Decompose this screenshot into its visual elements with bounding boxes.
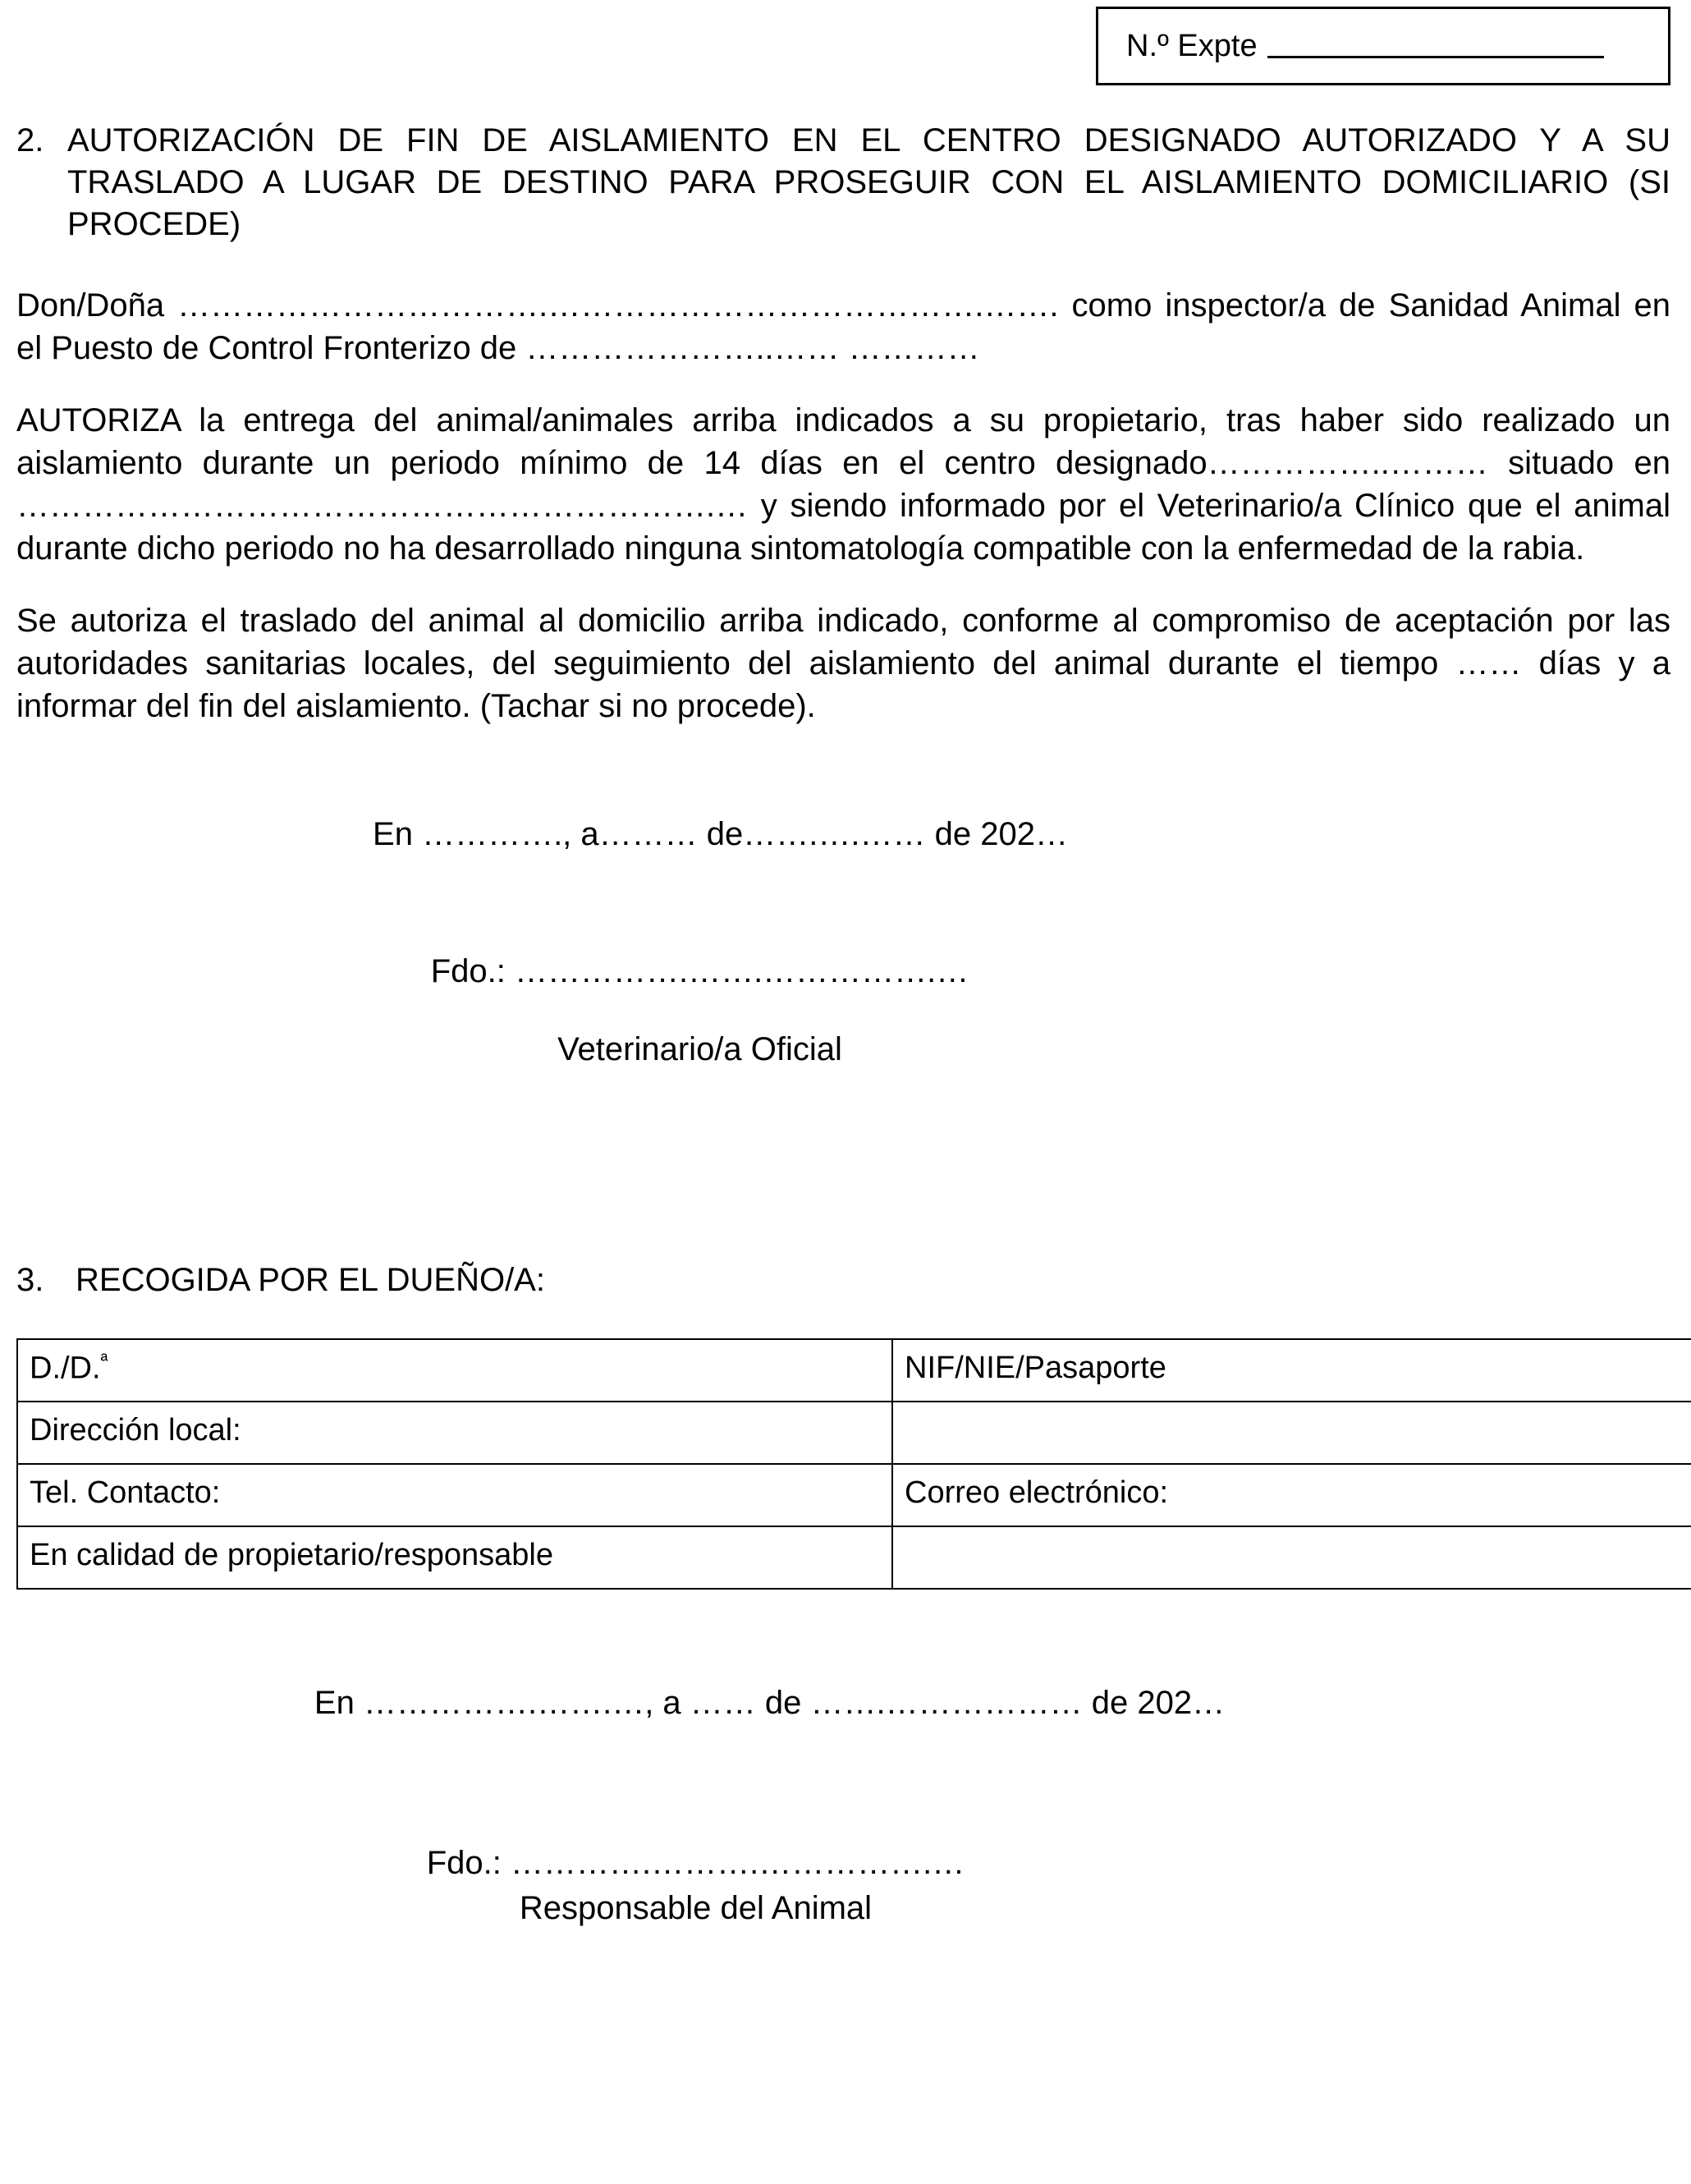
- table-row: [17, 1526, 1691, 1589]
- section-3-place-date: En …………….…….…, a …… de …….……………… de 202…: [314, 1684, 1226, 1721]
- expediente-box: [1096, 7, 1670, 85]
- section-2-signature-role: Veterinario/a Oficial: [557, 1030, 842, 1067]
- section-2-paragraph-3: Se autoriza el traslado del animal al domicilio arriba indicado, conforme al compromiso de aceptación por las autoridades sanitarias locales, del seguimiento del aislamiento del animal durante el tiempo …… días y a informar del fin del aislamiento. (Tachar si no procede).: [16, 602, 1670, 724]
- section-2-paragraph-1: Don/Doña …………………………….………………………………….……. como inspector/a de Sanidad Animal en el Puesto de Control Fronterizo de …………………..…… …………: [16, 287, 1670, 366]
- section-3-signature-role: Responsable del Animal: [519, 1889, 873, 1926]
- owner-address-value[interactable]: [892, 1402, 1691, 1464]
- expediente-row: [16, 0, 1670, 85]
- owner-name-label: D./D.$^ª$: [17, 1339, 892, 1402]
- owner-capacity-value[interactable]: [892, 1526, 1691, 1589]
- section-3-signature-line: Fdo.: ………….……….…………….…: [426, 1844, 965, 1881]
- section-3-title: RECOGIDA POR EL DUEÑO/A:: [76, 1261, 545, 1298]
- expediente-label: N.º Expte: [1126, 28, 1258, 63]
- section-2-heading: [16, 120, 1670, 246]
- section-2-place-date: En …………., a……… de…….….…… de 202…: [373, 815, 1068, 852]
- section-2-paragraph-2: AUTORIZA la entrega del animal/animales arriba indicados a su propietario, tras haber sido realizado un aislamiento durante un periodo mínimo de 14 días en el centro designado……………..……… situado en ……………………………………………………….… y siendo informado por el Veterinario/a Clínico que el animal durante dicho periodo no ha desarrollado ninguna sintomatología compatible con la enfermedad de la rabia.: [16, 401, 1670, 567]
- section-2-title: AUTORIZACIÓN DE FIN DE AISLAMIENTO EN EL CENTRO DESIGNADO AUTORIZADO Y A SU TRASLADO A LUGAR DE DESTINO PARA PROSEGUIR CON EL AISLAMIENTO DOMICILIARIO (SI PROCEDE): [67, 122, 1670, 243]
- section-3-number: 3.: [16, 1261, 44, 1298]
- section-3-heading: [16, 1262, 1670, 1299]
- owner-phone-label: Tel. Contacto:: [17, 1464, 892, 1526]
- owner-email-label: Correo electrónico:: [892, 1464, 1691, 1526]
- expediente-input-line[interactable]: [1267, 34, 1604, 58]
- owner-details-table: [16, 1338, 1691, 1590]
- owner-address-label: Dirección local:: [17, 1402, 892, 1464]
- owner-capacity-label: En calidad de propietario/responsable: [17, 1526, 892, 1589]
- section-2-signature-line: Fdo.: …………….…….…………….…: [430, 952, 969, 989]
- section-2-number: 2.: [16, 122, 44, 158]
- table-row: [17, 1339, 1691, 1402]
- table-row: [17, 1464, 1691, 1526]
- table-row: [17, 1402, 1691, 1464]
- owner-id-label: NIF/NIE/Pasaporte: [892, 1339, 1691, 1402]
